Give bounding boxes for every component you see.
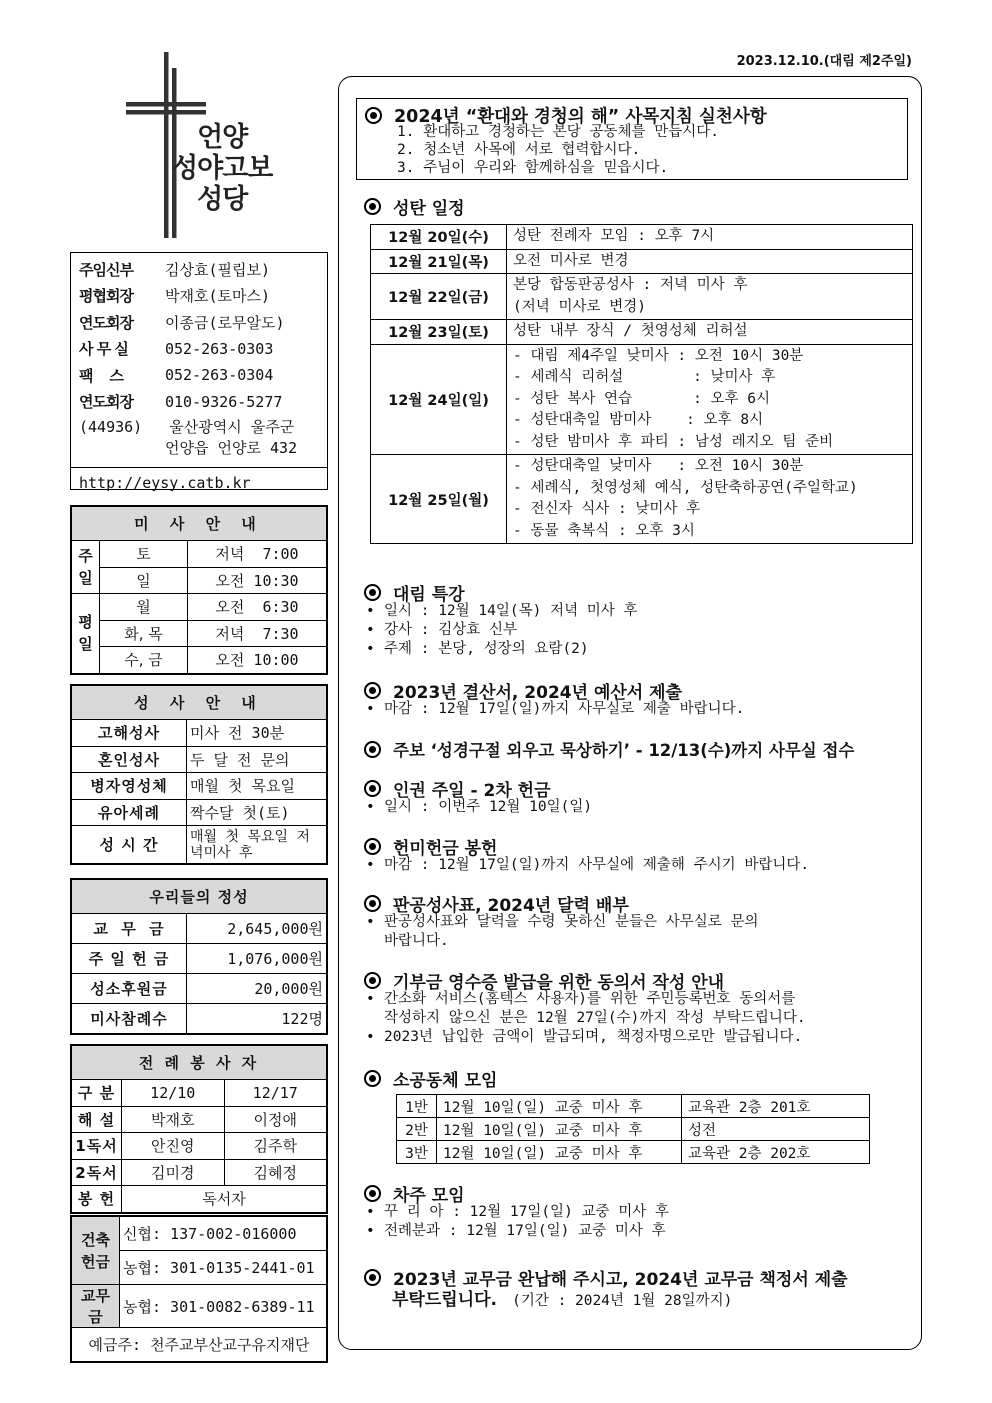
info-row: 연도회장 이종금(로무알도) [79,313,285,332]
address: (44936) 울산광역시 울주군 언양읍 언양로 432 [79,418,298,457]
sacraments-box: 성 사 안 내 고해성사 미사 전 30분 혼인성사 두 달 전 문의 병자영성체 매월 첫 목요일 유아세례 짝수달 첫(토) 성 시 간 매월 첫 목요일 저녁미사 후 [70,684,328,865]
next-meetings-items: • 꾸 리 아 : 12월 17일(일) 교중 미사 후 • 전례분과 : 12월 17일(일) 교중 미사 후 [362,1203,669,1241]
website-link[interactable]: http://eysy.catb.kr [71,467,327,492]
bullet-icon [364,1070,381,1087]
info-row: 팩 스 052-263-0304 [79,366,274,385]
table-row: 3반 12월 10일(일) 교중 미사 후 교육관 2층 202호 [397,1141,870,1164]
budget-items: • 마감 : 12월 17일(일)까지 사무실로 제출 바랍니다. [362,700,744,719]
parish-info-box [70,252,328,490]
info-row: 평협회장 박재호(토마스) [79,287,271,306]
bullet-icon [364,972,381,989]
goal-title: 2024년 “환대와 경청의 해” 사목지침 실천사항 [365,103,767,128]
bullet-icon [364,838,381,855]
weekday-label: 평일 [72,594,100,674]
dues-title: 2023년 교무금 완납해 주시고, 2024년 교무금 책정서 제출 [364,1265,848,1290]
christmas-title: 성탄 일정 [364,194,465,219]
bullet-icon [364,1269,381,1286]
bulletin-date: 2023.12.10.(대림 제2주일) [736,54,912,69]
calendar-title: 판공성사표, 2024년 달력 배부 [364,891,629,916]
budget-title: 2023년 결산서, 2024년 예산서 제출 [364,678,682,703]
parish-logo-text: 언양 성야고보 성당 [172,122,273,215]
bullet-icon [364,198,381,215]
christmas-schedule-table: 12월 20일(수) 성탄 전례자 모임 : 오후 7시 12월 21일(목) 오전 미사로 변경 12월 22일(금) 본당 합동판공성사 : 저녁 미사 후 (저녁 미사로 변경) 12월 23일(토) 성탄 내부 장식 / 첫영성체 리허설 12월 24일(일) - 대림 제4주일 낮미사 : 오전 10시 30분 - 세례식 리허설 : 낮미사 후 - 성탄 복사 연습 : 오후 6시 - 성탄대축일 밤미사 : 오후 8시 - 성탄 밤미사 후 파티 : 남성 레지오 팀 준비 12월 25일(월) - 성탄대축일 낮미사 : 오전 10시 30분 - 세례식, 첫영성체 예식, 성탄축하공연(주일학교) - 전신자 식사 : 낮미사 후 - 동물 축복식 : 오후 3시 [370,224,913,544]
table-row: 1반 12월 10일(일) 교중 미사 후 교육관 2층 201호 [397,1095,870,1118]
bullet-icon [364,1185,381,1202]
human-rights-title: 인권 주일 - 2차 헌금 [364,776,551,801]
bible-title: 주보 ‘성경구절 외우고 묵상하기’ - 12/13(수)까지 사무실 접수 [364,737,854,761]
receipt-title: 기부금 영수증 발급을 위한 동의서 작성 안내 [364,968,724,993]
advent-title: 대림 특강 [364,580,465,605]
groups-title: 소공동체 모임 [364,1066,497,1091]
offerings-title: 우리들의 정성 [72,880,327,914]
mass-title: 미 사 안 내 [72,507,327,541]
bullet-icon [364,584,381,601]
sacraments-title: 성 사 안 내 [72,686,327,720]
bullet-icon [364,682,381,699]
human-rights-items: • 일시 : 이번주 12월 10일(일) [362,798,592,817]
devote-title: 헌미헌금 봉헌 [364,834,497,859]
next-meetings-title: 차주 모임 [364,1181,465,1206]
goal-items: 1. 환대하고 경청하는 본당 공동체를 만듭시다. 2. 청소년 사목에 서로 협력합시다. 3. 주님이 우리와 함께하심을 믿읍시다. [397,124,719,176]
bullet-icon [364,895,381,912]
servers-title: 전 례 봉 사 자 [72,1046,327,1080]
groups-table [396,1094,870,1164]
bullet-icon [364,741,381,758]
info-row: 사 무 실 052-263-0303 [79,339,274,359]
bullet-icon [364,780,381,797]
calendar-items: • 판공성사표와 달력을 수령 못하신 분들은 사무실로 문의 바랍니다. [362,913,759,951]
advent-items: • 일시 : 12월 14일(목) 저녁 미사 후 • 강사 : 김상효 신부 • 주제 : 본당, 성장의 요람(2) [362,602,638,659]
bullet-icon [365,107,382,124]
sunday-label: 주일 [72,541,100,594]
devote-items: • 마감 : 12월 17일(일)까지 사무실에 제출해 주시기 바랍니다. [362,856,809,875]
info-row: 연도회장 010-9326-5277 [79,392,283,412]
mass-schedule-box: 미 사 안 내 주일 토 저녁 7:00 일 오전 10:30 평일 월 오전 6:30 화, 목 저녁 7:30 수, 금 오전 10:00 [70,505,328,675]
pastoral-goal-box [356,98,908,180]
offerings-box: 우리들의 정성 교 무 금 2,645,000원 주 일 헌 금 1,076,000원 성소후원금 20,000원 미사참례수 122명 [70,878,328,1035]
receipt-items: • 간소화 서비스(홈텍스 사용자)를 위한 주민등록번호 동의서를 작성하지 않으신 분은 12월 27일(수)까지 작성 부탁드립니다. • 2023년 납입한 금액이 발급되며, 책정자명으로만 발급됩니다. [362,990,806,1047]
table-row: 2반 12월 10일(일) 교중 미사 후 성전 [397,1118,870,1141]
building-fund-box: 건축헌금 신협: 137-002-016000 농협: 301-0135-2441-01 교무금 농협: 301-0082-6389-11 예금주: 천주교부산교구유지재단 [70,1215,328,1363]
liturgy-servers-box: 전 례 봉 사 자 구 분 12/10 12/17 해 설 박재호 이정애 1독서 안진영 김주학 2독서 김미경 김혜정 봉 헌 독서자 [70,1044,328,1214]
info-row: 주임신부 김상효(필립보) [79,260,271,279]
dues-line2: 부탁드립니다. (기간 : 2024년 1월 28일까지) [392,1290,733,1310]
